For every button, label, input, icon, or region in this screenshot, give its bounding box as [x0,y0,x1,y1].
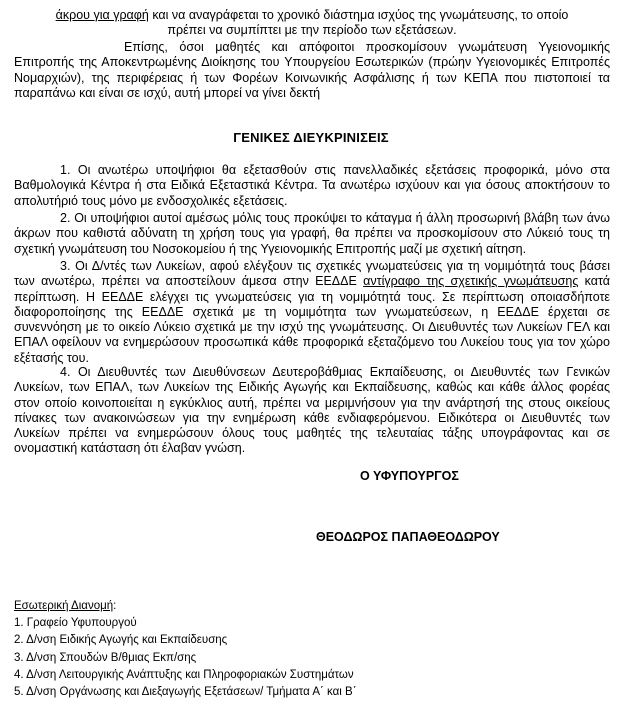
signature-name: ΘΕΟΔΩΡΟΣ ΠΑΠΑΘΕΟΔΩΡΟΥ [316,530,500,544]
section-title: ΓΕΝΙΚΕΣ ΔΙΕΥΚΡΙΝΙΣΕΙΣ [233,130,389,145]
item-4: 4. Οι Διευθυντές των Διευθύνσεων Δευτεροβάθμιας Εκπαίδευσης, οι Διευθυντές των Γενικών Λυκείων, των ΕΠΑΛ, των Λυκείων της Ειδικής Αγωγής και Εκπαίδευσης, καθώς και κάθε άλλος φορέας στον οποίο κοινοποιείται η εγκύκλιος αυτή, πρέπει να μεριμνήσουν για την ανάρτησή της στους οικείους πίνακες των ανακοινώσεων για την ενημέρωση κάθε ενδιαφερόμενου. Ειδικότερα οι Διευθυντές των Λυκείων πρέπει να ενημερώσουν όλους τους μαθητές της τελευταίας τάξης υπογράφοντας και σε ονομαστική κατάσταση ότι έλαβαν γνώση. [14,365,610,456]
item-1: 1. Οι ανωτέρω υποψήφιοι θα εξετασθούν στις πανελλαδικές εξετάσεις προφορικά, μόνο στα Βαθμολογικά Κέντρα ή στα Ειδικά Εξεταστικά Κέντρα. Τα ανωτέρω ισχύουν και για όσους αποκτήσουν το απολυτήριό τους μόνο με ενδοσχολικές εξετάσεις. [14,163,610,208]
distribution-item: 3. Δ/νση Σπουδών Β/θμιας Εκπ/σης [14,651,197,664]
intro-underlined-text: άκρου για γραφή [55,8,149,22]
intro-line-1-rest: και να αναγράφεται το χρονικό διάστημα ισχύος της γνωμάτευσης, το οποίο [148,8,569,22]
item-2: 2. Οι υποψήφιοι αυτοί αμέσως μόλις τους προκύψει το κάταγμα ή άλλη προσωρινή βλάβη των άνω άκρων που καθιστά αδύνατη τη χρήση τους για γραφή, θα πρέπει να προσκομίσουν στο Λύκειό τους τη σχετική γνωμάτευση του Νοσοκομείου ή της Υγειονομικής Επιτροπής μαζί με σχετική αίτηση. [14,211,610,256]
item-3-text-a: 3. Οι Δ/ντές των Λυκείων, αφού ελέγξουν τις σχετικές γνωματεύσεις για τη νομιμότητά τους βάσει των ανωτέρω, πρέπει να αποστείλουν άμεσα στην ΕΕΔΔΕ [14,259,610,289]
intro-paragraph: Επίσης, όσοι μαθητές και απόφοιτοι προσκομίσουν γνωμάτευση Υγειονομικής Επιτροπής της Αποκεντρωμένης Διοίκησης του Υπουργείου Εσωτερικών (πρώην Υγειονομικές Επιτροπές Νομαρχιών), της περιφέρειας ή των Φορέων Κοινωνικής Ασφάλισης ή των ΚΕΠΑ που πιστοποιεί τα παραπάνω και είναι σε ισχύ, αυτή μπορεί να γίνει δεκτή [14,40,610,100]
distribution-item: 5. Δ/νση Οργάνωσης και Διεξαγωγής Εξετάσεων/ Τμήματα Α΄ και Β΄ [14,686,357,699]
distribution-item: 1. Γραφείο Υφυπουργού [14,617,137,630]
intro-line-2: πρέπει να συμπίπτει με την περίοδο των εξετάσεων. [167,23,457,37]
intro-line-1 [14,8,610,23]
distribution-item: 4. Δ/νση Λειτουργικής Ανάπτυξης και Πληροφοριακών Συστημάτων [14,668,354,681]
signature-role: Ο ΥΦΥΠΟΥΡΓΟΣ [360,469,459,483]
distribution-list [14,598,357,701]
item-3-text-b: κατά περίπτωση. Η ΕΕΔΔΕ ελέγχει τις γνωματεύσεις για τη νομιμότητά τους. Σε περίπτωση οποιασδήποτε διαφοροποίησης της ΕΕΔΔΕ σχετικά με τη νομιμότητα των γνωματεύσεων, η ΕΕΔΔΕ έρχεται σε συνεννόηση με το οικείο Λύκειο σχετικά με την ισχύ της γνωμάτευσης. Οι Διευθυντές των Λυκείων ΓΕΛ και ΕΠΑΛ οφείλουν να ενημερώσουν προσωπικά κάθε προφορικά εξεταζόμενο του Λυκείου τους για τον χώρο εξέτασής του. [14,274,610,365]
item-3 [14,259,610,366]
item-3-underlined: αντίγραφο της σχετικής γνωμάτευσης [363,274,579,289]
distribution-item: 2. Δ/νση Ειδικής Αγωγής και Εκπαίδευσης [14,634,228,647]
distribution-heading: Εσωτερική Διανομή: [14,600,117,612]
